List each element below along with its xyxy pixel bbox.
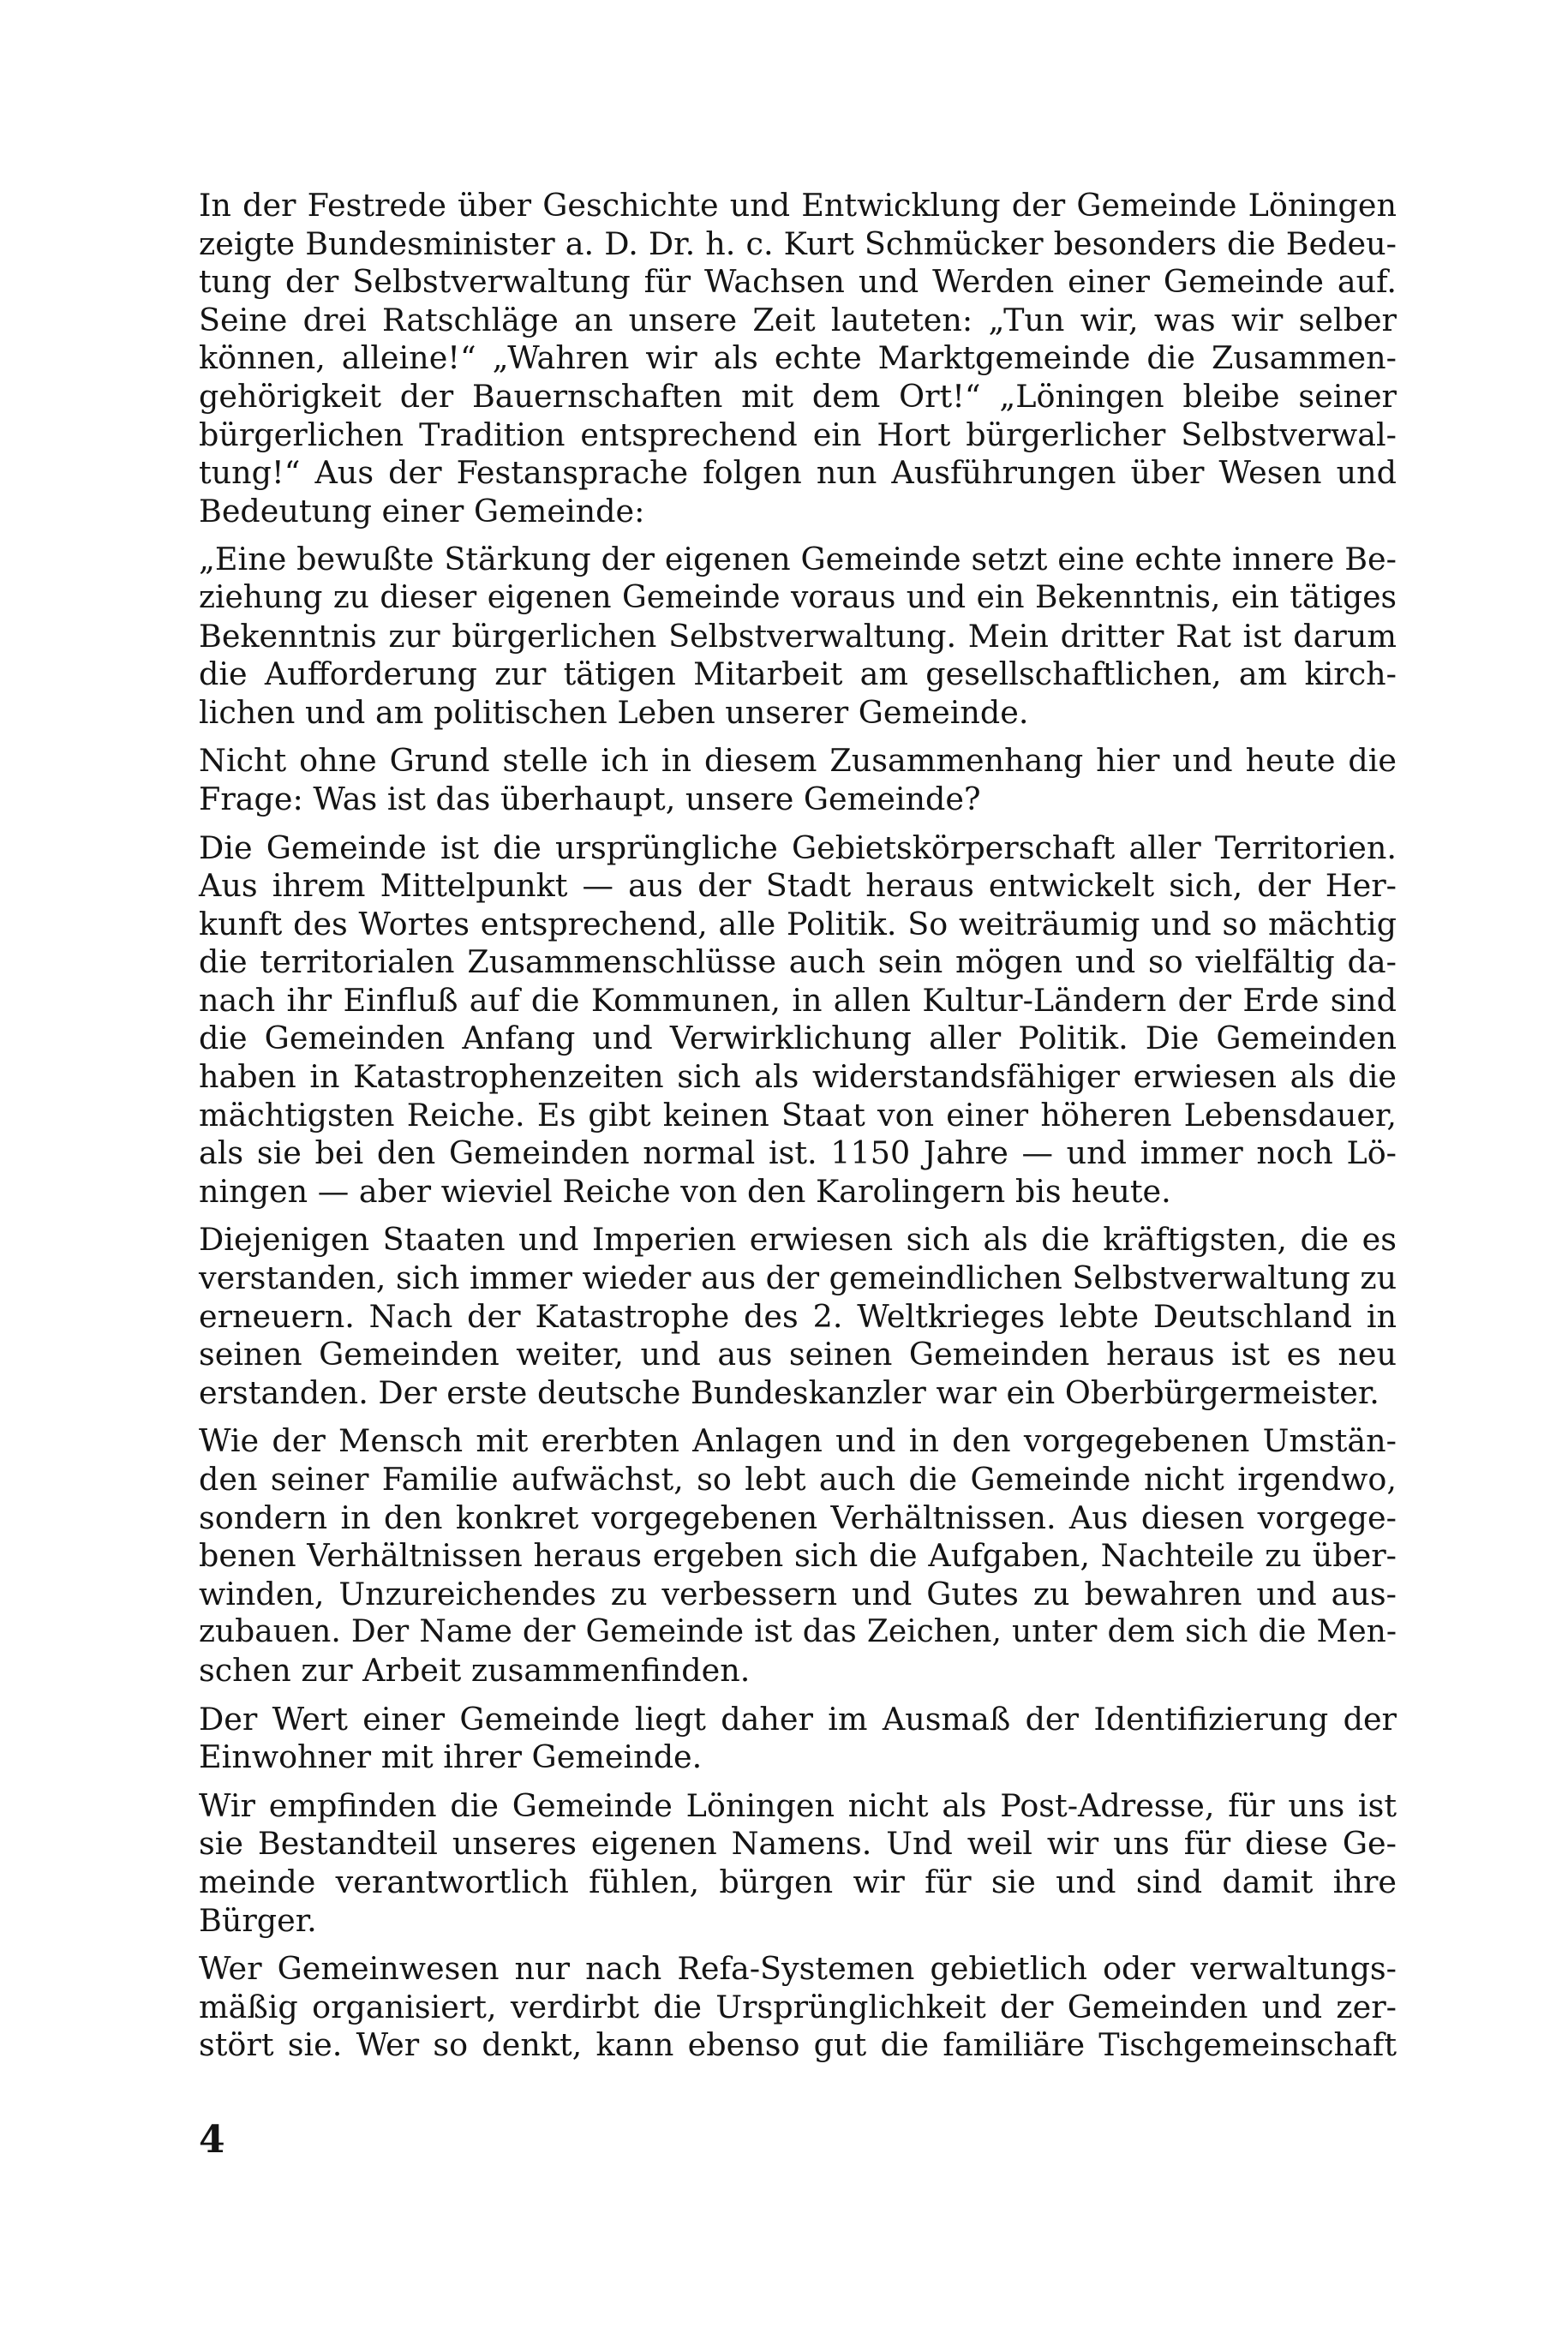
paragraph-gap xyxy=(199,530,1397,541)
text-line: Wir empfinden die Gemeinde Löningen nicht als Post-Adresse, für uns ist xyxy=(199,1786,1397,1824)
text-line: Seine drei Ratschläge an unsere Zeit lauteten: „Tun wir, was wir selber xyxy=(199,301,1397,338)
text-line: Der Wert einer Gemeinde liegt daher im Ausmaß der Identifizierung der xyxy=(199,1700,1397,1738)
text-line: benen Verhältnissen heraus ergeben sich die Aufgaben, Nachteile zu über- xyxy=(199,1537,1397,1575)
text-line: die Gemeinden Anfang und Verwirklichung aller Politik. Die Gemeinden xyxy=(199,1020,1397,1057)
text-line: meinde verantwortlich fühlen, bürgen wir für sie und sind damit ihre xyxy=(199,1863,1397,1900)
text-line: „Eine bewußte Stärkung der eigenen Gemeinde setzt eine echte innere Be- xyxy=(199,541,1397,578)
text-line: sie Bestandteil unseres eigenen Namens. Und weil wir uns für diese Ge- xyxy=(199,1825,1397,1863)
text-line: seinen Gemeinden weiter, und aus seinen Gemeinden heraus ist es neu xyxy=(199,1336,1397,1373)
text-line: zubauen. Der Name der Gemeinde ist das Zeichen, unter dem sich die Men- xyxy=(199,1614,1397,1650)
text-line: zeigte Bundesminister a. D. Dr. h. c. Kurt Schmücker besonders die Bedeu- xyxy=(199,224,1397,262)
paragraph xyxy=(199,742,1397,818)
text-line: ningen — aber wieviel Reiche von den Karolingern bis heute. xyxy=(199,1172,1171,1210)
text-line: gehörigkeit der Bauernschaften mit dem Ort!“ „Löningen bleibe seiner xyxy=(199,377,1397,415)
paragraph xyxy=(199,1950,1397,2065)
text-line: tung der Selbstverwaltung für Wachsen und Werden einer Gemeinde auf. xyxy=(199,263,1397,301)
text-line: Einwohner mit ihrer Gemeinde. xyxy=(199,1738,703,1776)
text-line: nach ihr Einfluß auf die Kommunen, in allen Kultur-Ländern der Erde sind xyxy=(199,981,1397,1019)
text-line: Diejenigen Staaten und Imperien erwiesen sich als die kräftigsten, die es xyxy=(199,1221,1397,1259)
text-line: In der Festrede über Geschichte und Entwicklung der Gemeinde Löningen xyxy=(199,187,1397,224)
paragraph xyxy=(199,1701,1397,1777)
paragraph xyxy=(199,1422,1397,1690)
text-line: stört sie. Wer so denkt, kann ebenso gut die familiäre Tischgemeinschaft xyxy=(199,2026,1397,2064)
text-line: bürgerlichen Tradition entsprechend ein Hort bürgerlicher Selbstverwal- xyxy=(199,416,1397,453)
text-line: können, alleine!“ „Wahren wir als echte Marktgemeinde die Zusammen- xyxy=(199,339,1397,377)
text-line: schen zur Arbeit zusammenfinden. xyxy=(199,1651,751,1689)
body-text xyxy=(199,187,1397,2065)
text-line: tung!“ Aus der Festansprache folgen nun Ausführungen über Wesen und xyxy=(199,454,1397,492)
text-line: Wer Gemeinwesen nur nach Refa-Systemen gebietlich oder verwaltungs- xyxy=(199,1950,1397,1988)
text-line: erneuern. Nach der Katastrophe des 2. Weltkrieges lebte Deutschland in xyxy=(199,1297,1397,1335)
text-line: die Aufforderung zur tätigen Mitarbeit am gesellschaftlichen, am kirch- xyxy=(199,655,1397,693)
text-line: winden, Unzureichendes zu verbessern und Gutes zu bewahren und aus- xyxy=(199,1575,1397,1612)
paragraph-gap xyxy=(199,819,1397,829)
text-line: ziehung zu dieser eigenen Gemeinde voraus und ein Bekenntnis, ein tätiges xyxy=(199,579,1397,615)
text-line: verstanden, sich immer wieder aus der gemeindlichen Selbstverwaltung zu xyxy=(199,1259,1397,1297)
text-line: kunft des Wortes entsprechend, alle Politik. So weiträumig und so mächtig xyxy=(199,905,1397,942)
paragraph-gap xyxy=(199,1211,1397,1221)
text-line: erstanden. Der erste deutsche Bundeskanzler war ein Oberbürgermeister. xyxy=(199,1373,1379,1411)
paragraph xyxy=(199,829,1397,1211)
paragraph xyxy=(199,1221,1397,1412)
paragraph-gap xyxy=(199,1690,1397,1701)
text-line: haben in Katastrophenzeiten sich als widerstandsfähiger erwiesen als die xyxy=(199,1058,1397,1096)
text-line: Nicht ohne Grund stelle ich in diesem Zusammenhang hier und heute die xyxy=(199,742,1397,780)
text-line: Bürger. xyxy=(199,1901,317,1939)
page-number: 4 xyxy=(199,2118,225,2162)
paragraph-gap xyxy=(199,1412,1397,1422)
text-line: sondern in den konkret vorgegebenen Verhältnissen. Aus diesen vorgege- xyxy=(199,1498,1397,1536)
paragraph xyxy=(199,541,1397,732)
text-line: die territorialen Zusammenschlüsse auch sein mögen und so vielfältig da- xyxy=(199,943,1397,981)
text-line: lichen und am politischen Leben unserer Gemeinde. xyxy=(199,693,1029,731)
text-line: Die Gemeinde ist die ursprüngliche Gebietskörperschaft aller Territorien. xyxy=(199,829,1397,866)
paragraph-gap xyxy=(199,732,1397,742)
text-line: als sie bei den Gemeinden normal ist. 1150 Jahre — und immer noch Lö- xyxy=(199,1134,1397,1172)
text-line: Aus ihrem Mittelpunkt — aus der Stadt heraus entwickelt sich, der Her- xyxy=(199,867,1397,905)
paragraph xyxy=(199,1787,1397,1940)
text-line: mächtigsten Reiche. Es gibt keinen Staat von einer höheren Lebensdauer, xyxy=(199,1096,1397,1134)
paragraph-gap xyxy=(199,1940,1397,1950)
text-line: Bekenntnis zur bürgerlichen Selbstverwaltung. Mein dritter Rat ist darum xyxy=(199,617,1397,655)
text-line: Wie der Mensch mit ererbten Anlagen und in den vorgegebenen Umstän- xyxy=(199,1422,1397,1460)
paragraph xyxy=(199,187,1397,530)
text-line: den seiner Familie aufwächst, so lebt auch die Gemeinde nicht irgendwo, xyxy=(199,1461,1397,1498)
text-line: Bedeutung einer Gemeinde: xyxy=(199,492,645,529)
paragraph-gap xyxy=(199,1777,1397,1787)
text-line: Frage: Was ist das überhaupt, unsere Gemeinde? xyxy=(199,780,981,817)
text-line: mäßig organisiert, verdirbt die Ursprünglichkeit der Gemeinden und zer- xyxy=(199,1988,1397,2025)
